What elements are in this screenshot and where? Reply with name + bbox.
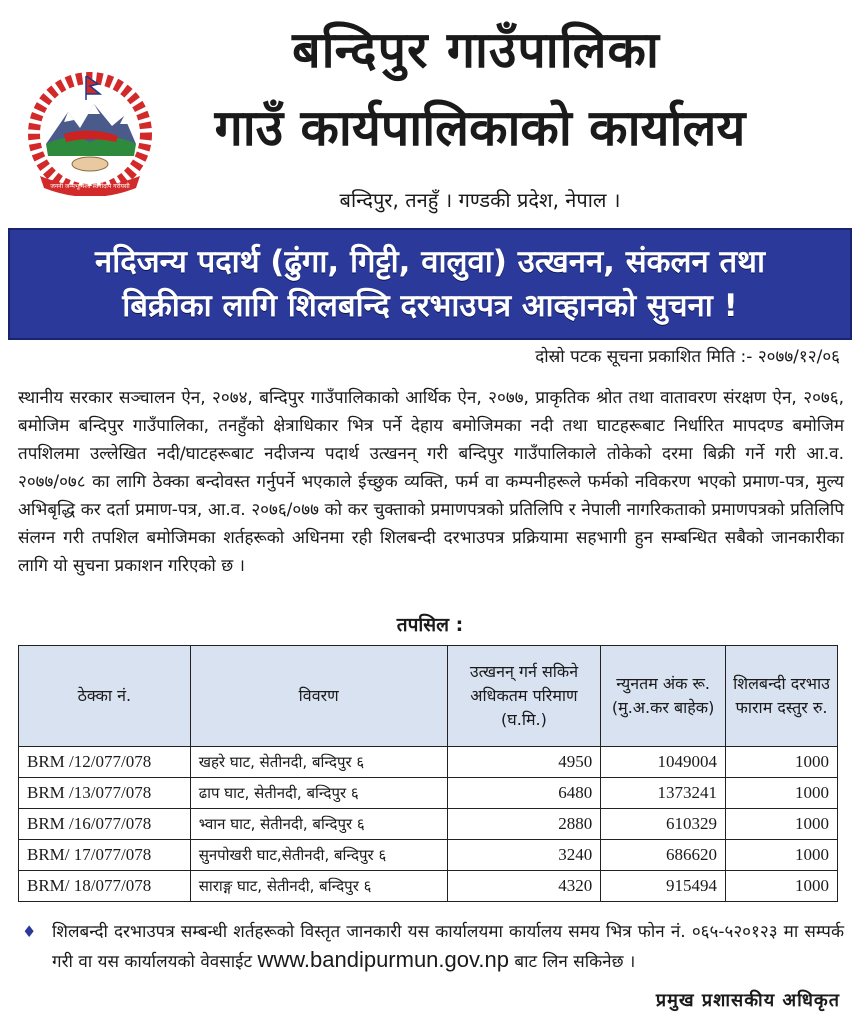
cell-contract-no: BRM /16/077/078 (19, 809, 191, 840)
cell-form-fee: 1000 (726, 809, 838, 840)
table-row (19, 840, 838, 871)
notice-title-line2: बिक्रीका लागि शिलबन्दि दरभाउपत्र आव्हानको सुचना ! (122, 288, 738, 324)
letterhead (0, 0, 860, 228)
cell-min-amount: 1373241 (601, 778, 726, 809)
note-text-before: शिलबन्दी दरभाउपत्र सम्बन्धी शर्तहरूको विस्तृत जानकारी यस कार्यालयमा कार्यालय समय भित्र फोन नं. ०६५-५२०१२३ मा सम्पर्क गरी वा यस कार्यालयको वेवसाईट (52, 922, 844, 972)
cell-contract-no: BRM /12/077/078 (19, 747, 191, 778)
cell-min-amount: 915494 (601, 871, 726, 902)
header-min-amount: न्युनतम अंक रू. (मु.अ.कर बाहेक) (601, 646, 726, 747)
schedule-heading: तपसिल : (396, 614, 464, 636)
table-row (19, 747, 838, 778)
table-row (19, 871, 838, 902)
notice-title-line1: नदिजन्य पदार्थ (ढुंगा, गिट्टी, वालुवा) उत्खनन, संकलन तथा (94, 244, 766, 280)
cell-max-quantity: 4950 (447, 747, 601, 778)
notice-body: स्थानीय सरकार सञ्चालन ऐन, २०७४, बन्दिपुर गाउँपालिकाको आर्थिक ऐन, २०७७, प्राकृतिक श्रोत तथा वातावरण संरक्षण ऐन, २०७६, बमोजिम बन्दिपुर गाउँपालिका, तनहुँको क्षेत्राधिकार भित्र पर्ने देहाय बमोजिमका नदी तथा घाटहरूबाट निर्धारित मापदण्ड बमोजिम तपशिलमा उल्लेखित नदी/घाटहरूबाट नदीजन्य पदार्थ उत्खनन् गरी बन्दिपुर गाउँपालिकाले तोकेको दरमा बिक्री गर्ने गरी आ.व. २०७७/०७८ का लागि ठेक्का बन्दोवस्त गर्नुपर्ने भएकाले ईच्छुक व्यक्ति, फर्म वा कम्पनीहरूले फर्मको नविकरण भएको प्रमाण-पत्र, मुल्य अभिबृद्धि कर दर्ता प्रमाण-पत्र, आ.व. २०७६/०७७ को कर चुक्ताको प्रमाणपत्रको प्रतिलिपि र नेपाली नागरिकताको प्रमाणपत्रको प्रतिलिपि संलग्न गरी तपशिल बमोजिमका शर्तहरूको अधिनमा रही शिलबन्दी दरभाउपत्र प्रक्रियामा सहभागी हुन सम्बन्धित सबैको जानकारीका लागि यो सुचना प्रकाशन गरिएको छ । (18, 388, 844, 576)
table-row (19, 809, 838, 840)
bid-schedule-table (18, 645, 838, 902)
cell-max-quantity: 3240 (447, 840, 601, 871)
cell-description: सुनपोखरी घाट,सेतीनदी, बन्दिपुर ६ (190, 840, 447, 871)
office-title: गाउँ कार्यपालिकाको कार्यालय (214, 99, 746, 157)
emblem-motto: जननी जन्मभूमिश्च स्वर्गादपि गरीयसी (50, 183, 130, 190)
cell-contract-no: BRM/ 18/077/078 (19, 871, 191, 902)
signatory-title: प्रमुख प्रशासकीय अधिकृत (655, 990, 840, 1011)
cell-form-fee: 1000 (726, 778, 838, 809)
cell-max-quantity: 6480 (447, 778, 601, 809)
municipality-title: बन्दिपुर गाउँपालिका (292, 21, 660, 79)
contact-note (18, 918, 844, 976)
notice-banner (8, 228, 852, 340)
cell-min-amount: 686620 (601, 840, 726, 871)
publication-date: दोस्रो पटक सूचना प्रकाशित मिति :- २०७७/१२/०६ (535, 347, 840, 367)
header-max-quantity: उत्खनन् गर्न सकिने अधिकतम परिमाण (घ.मि.) (447, 646, 601, 747)
contact-note-text (52, 918, 844, 976)
cell-description: भ्वान घाट, सेतीनदी, बन्दिपुर ६ (190, 809, 447, 840)
cell-description: खहरे घाट, सेतीनदी, बन्दिपुर ६ (190, 747, 447, 778)
header-form-fee: शिलबन्दी दरभाउ फाराम दस्तुर रु. (726, 646, 838, 747)
cell-description: ढाप घाट, सेतीनदी, बन्दिपुर ६ (190, 778, 447, 809)
nepal-emblem-icon (20, 66, 160, 196)
table-header-row (19, 646, 838, 747)
diamond-bullet-icon: ♦ (22, 922, 37, 941)
cell-max-quantity: 2880 (447, 809, 601, 840)
cell-min-amount: 1049004 (601, 747, 726, 778)
office-address: बन्दिपुर, तनहुँ । गण्डकी प्रदेश, नेपाल । (339, 188, 621, 212)
note-text-after: बाट लिन सकिनेछ । (514, 952, 636, 972)
cell-form-fee: 1000 (726, 871, 838, 902)
cell-min-amount: 610329 (601, 809, 726, 840)
cell-contract-no: BRM /13/077/078 (19, 778, 191, 809)
header-description: विवरण (190, 646, 447, 747)
cell-form-fee: 1000 (726, 840, 838, 871)
cell-form-fee: 1000 (726, 747, 838, 778)
header-contract-no: ठेक्का नं. (19, 646, 191, 747)
cell-contract-no: BRM/ 17/077/078 (19, 840, 191, 871)
cell-max-quantity: 4320 (447, 871, 601, 902)
table-row (19, 778, 838, 809)
cell-description: साराङ्ग घाट, सेतीनदी, बन्दिपुर ६ (190, 871, 447, 902)
website-link[interactable]: www.bandipurmun.gov.np (257, 947, 509, 972)
